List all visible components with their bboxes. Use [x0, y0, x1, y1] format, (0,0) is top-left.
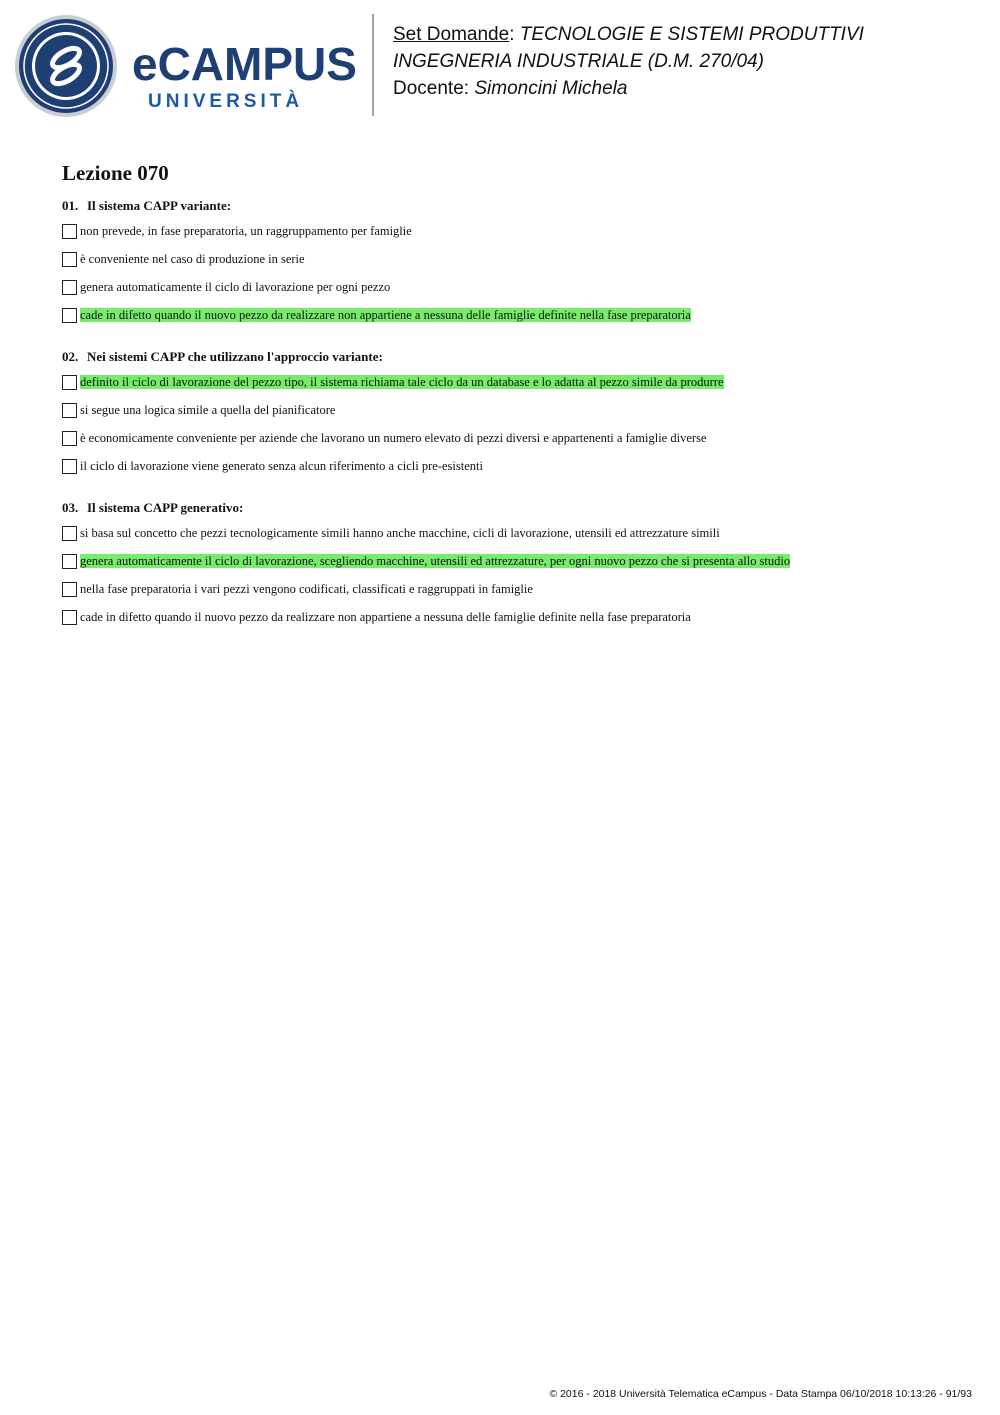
option-text-highlighted: genera automaticamente il ciclo di lavorazione, scegliendo macchine, utensili ed attrezzature, per ogni nuovo pezzo che si presenta allo studio: [80, 554, 791, 568]
answer-option[interactable]: [62, 223, 962, 251]
option-text: è economicamente conveniente per aziende che lavorano un numero elevato di pezzi diversi e appartenenti a famiglie diverse: [80, 431, 707, 445]
answer-option[interactable]: [62, 251, 962, 279]
option-text: genera automaticamente il ciclo di lavorazione per ogni pezzo: [80, 280, 391, 294]
option-text: è conveniente nel caso di produzione in serie: [80, 252, 305, 266]
option-text: cade in difetto quando il nuovo pezzo da realizzare non appartiene a nessuna delle famiglie definite nella fase preparatoria: [80, 610, 691, 624]
answer-option[interactable]: [62, 430, 962, 458]
header-divider: [372, 14, 374, 116]
checkbox[interactable]: [62, 526, 77, 541]
course-title: TECNOLOGIE E SISTEMI PRODUTTIVI: [519, 24, 864, 45]
ecampus-logo: [14, 14, 359, 118]
checkbox[interactable]: [62, 280, 77, 295]
teacher-label: Docente: [393, 78, 464, 99]
checkbox[interactable]: [62, 582, 77, 597]
question-text: [62, 348, 962, 366]
option-text: si basa sul concetto che pezzi tecnologicamente simili hanno anche macchine, cicli di lavorazione, utensili ed attrezzature simili: [80, 526, 720, 540]
checkbox[interactable]: [62, 554, 77, 569]
answer-option-correct[interactable]: [62, 553, 962, 581]
answer-option[interactable]: [62, 402, 962, 430]
question-02: [62, 348, 962, 486]
page-header: [0, 0, 1000, 130]
option-text-highlighted: definito il ciclo di lavorazione del pezzo tipo, il sistema richiama tale ciclo da un database e lo adatta al pezzo simile da produrre: [80, 375, 724, 389]
answer-option-correct[interactable]: [62, 307, 962, 335]
option-text-highlighted: cade in difetto quando il nuovo pezzo da realizzare non appartiene a nessuna delle famiglie definite nella fase preparatoria: [80, 308, 691, 322]
question-number: 02.: [62, 349, 79, 364]
answer-option[interactable]: [62, 609, 962, 637]
brand-name: eCAMPUS: [132, 38, 357, 90]
seal-icon: [15, 15, 117, 117]
question-label: Nei sistemi CAPP che utilizzano l'approccio variante:: [87, 349, 383, 364]
course-info: Set Domande: TECNOLOGIE E SISTEMI PRODUTTIVI INGEGNERIA INDUSTRIALE (D.M. 270/04) Docente: Simoncini Michela: [393, 21, 993, 102]
option-text: non prevede, in fase preparatoria, un raggruppamento per famiglie: [80, 224, 412, 238]
checkbox[interactable]: [62, 224, 77, 239]
checkbox[interactable]: [62, 375, 77, 390]
checkbox[interactable]: [62, 459, 77, 474]
page-footer: © 2016 - 2018 Università Telematica eCampus - Data Stampa 06/10/2018 10:13:26 - 91/93: [549, 1388, 972, 1400]
checkbox[interactable]: [62, 308, 77, 323]
answer-option[interactable]: [62, 279, 962, 307]
checkbox[interactable]: [62, 403, 77, 418]
question-text: [62, 197, 962, 215]
checkbox[interactable]: [62, 610, 77, 625]
checkbox[interactable]: [62, 431, 77, 446]
option-text: nella fase preparatoria i vari pezzi vengono codificati, classificati e raggruppati in famiglie: [80, 582, 533, 596]
degree-title: INGEGNERIA INDUSTRIALE (D.M. 270/04): [393, 51, 764, 72]
option-text: si segue una logica simile a quella del pianificatore: [80, 403, 336, 417]
set-label: Set Domande: [393, 24, 510, 45]
question-number: 01.: [62, 198, 79, 213]
question-03: [62, 499, 962, 637]
answer-option[interactable]: [62, 525, 962, 553]
question-01: [62, 197, 962, 335]
question-label: Il sistema CAPP variante:: [87, 198, 232, 213]
answer-option-correct[interactable]: [62, 374, 962, 402]
answer-option[interactable]: [62, 581, 962, 609]
lesson-title: Lezione 070: [62, 161, 169, 185]
teacher-name: Simoncini Michela: [474, 78, 628, 99]
brand-sub: UNIVERSITÀ: [148, 91, 304, 112]
question-text: [62, 499, 962, 517]
checkbox[interactable]: [62, 252, 77, 267]
answer-option[interactable]: [62, 458, 962, 486]
question-number: 03.: [62, 500, 79, 515]
question-label: Il sistema CAPP generativo:: [87, 500, 244, 515]
option-text: il ciclo di lavorazione viene generato senza alcun riferimento a cicli pre-esistenti: [80, 459, 483, 473]
